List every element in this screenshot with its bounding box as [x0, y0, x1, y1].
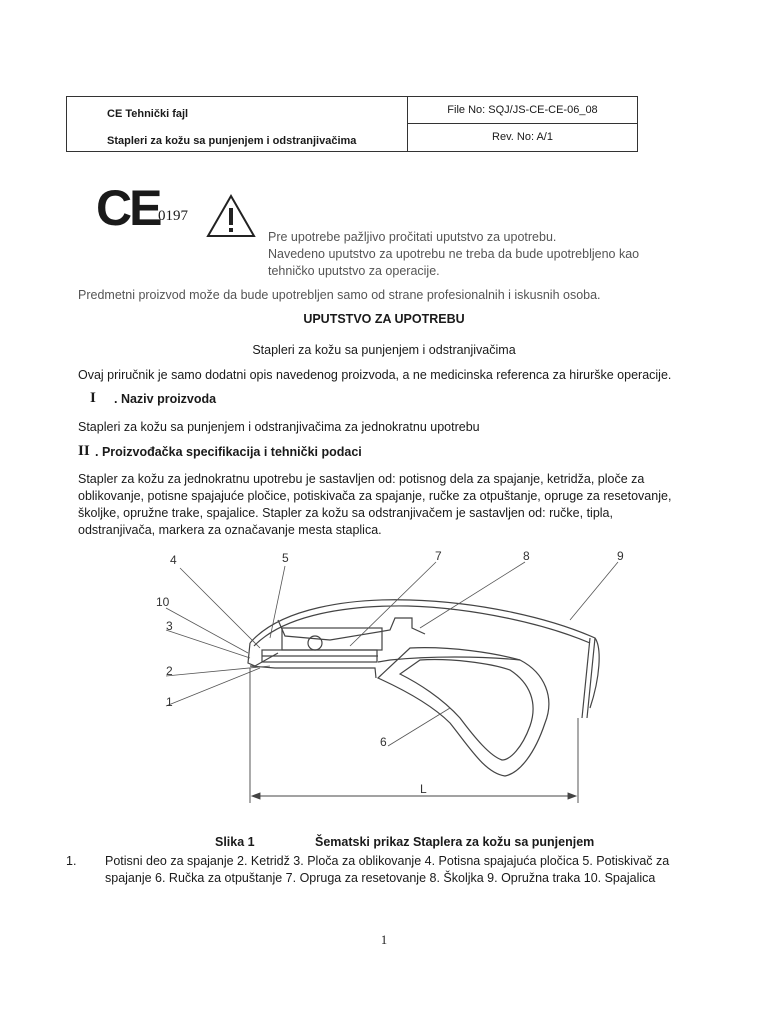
- page-number: 1: [380, 933, 388, 947]
- legend-number: 1.: [66, 854, 77, 868]
- figure-label: Slika 1: [215, 835, 255, 849]
- diagram-label-8: 8: [523, 549, 530, 563]
- diagram-label-10: 10: [156, 595, 170, 609]
- diagram-label-3: 3: [166, 619, 173, 633]
- file-no: File No: SQJ/JS-CE-CE-06_08: [447, 104, 598, 116]
- legend-line2: spajanje 6. Ručka za otpuštanje 7. Opruga za resetovanje 8. Školjka 9. Opružna traka 10. Spajalica: [105, 871, 656, 885]
- diagram-label-9: 9: [617, 549, 624, 563]
- diagram-label-2: 2: [166, 664, 173, 678]
- stapler-schematic-diagram: [150, 548, 630, 820]
- section1-number: I: [90, 390, 96, 406]
- diagram-label-1: 1: [166, 695, 173, 709]
- figure-caption: Šematski prikaz Staplera za kožu sa punjenjem: [315, 835, 595, 849]
- doc-subtitle: Stapleri za kožu sa punjenjem i odstranjivačima: [252, 343, 516, 357]
- diagram-dimension-L: L: [420, 782, 427, 796]
- diagram-label-5: 5: [282, 551, 289, 565]
- header-title-line1: CE Tehnički fajl: [107, 108, 189, 120]
- section2-number: II: [78, 443, 90, 459]
- header-title-line2: Stapleri za kožu sa punjenjem i odstranjivačima: [107, 135, 357, 147]
- ce-mark-logo: CE: [96, 180, 160, 236]
- diagram-label-4: 4: [170, 553, 177, 567]
- warning-line2: Navedeno uputstvo za upotrebu ne treba da bude upotrebljeno kao: [268, 247, 640, 261]
- section2-line1: Stapler za kožu za jednokratnu upotrebu je sastavljen od: potisnog dela za spajanje, ketridža, ploče za: [78, 472, 645, 486]
- ce-notified-body-number: 0197: [158, 208, 188, 224]
- header-title-cell: [67, 97, 408, 151]
- section2-title: . Proizvođačka specifikacija i tehnički podaci: [95, 445, 362, 459]
- warning-triangle-icon: [205, 193, 257, 239]
- section2-line2: oblikovanje, potisne spajajuće pločice, potiskivača za spajanje, ručke za otpuštanje, opruge za resetovanje,: [78, 489, 672, 503]
- diagram-label-6: 6: [380, 735, 387, 749]
- warning-line1: Pre upotrebe pažljivo pročitati uputstvo za upotrebu.: [268, 230, 557, 244]
- intro-text: Ovaj priručnik je samo dodatni opis navedenog proizvoda, a ne medicinska referenca za hirurške operacije.: [78, 368, 672, 382]
- professional-note: Predmetni proizvod može da bude upotrebljen samo od strane profesionalnih i iskusnih osoba.: [78, 288, 601, 302]
- section1-text: Stapleri za kožu sa punjenjem i odstranjivačima za jednokratnu upotrebu: [78, 420, 480, 434]
- file-no-cell: [408, 97, 637, 124]
- header-table: [66, 96, 638, 152]
- section2-line4: odstranjivača, markera za označavanje mesta staplica.: [78, 523, 382, 537]
- rev-no: Rev. No: A/1: [492, 131, 553, 143]
- warning-line3: tehničko uputstvo za operacije.: [268, 264, 440, 278]
- diagram-label-7: 7: [435, 549, 442, 563]
- legend-line1: Potisni deo za spajanje 2. Ketridž 3. Ploča za oblikovanje 4. Potisna spajajuća pločica 5. Potiskivač za: [105, 854, 670, 868]
- section1-title: . Naziv proizvoda: [114, 392, 217, 406]
- section2-line3: školjke, opružne trake, spajalice. Stapler za kožu sa odstranjivačem je sastavljen od: ručke, tipla,: [78, 506, 613, 520]
- rev-no-cell: [408, 124, 637, 151]
- doc-title: UPUTSTVO ZA UPOTREBU: [303, 312, 465, 326]
